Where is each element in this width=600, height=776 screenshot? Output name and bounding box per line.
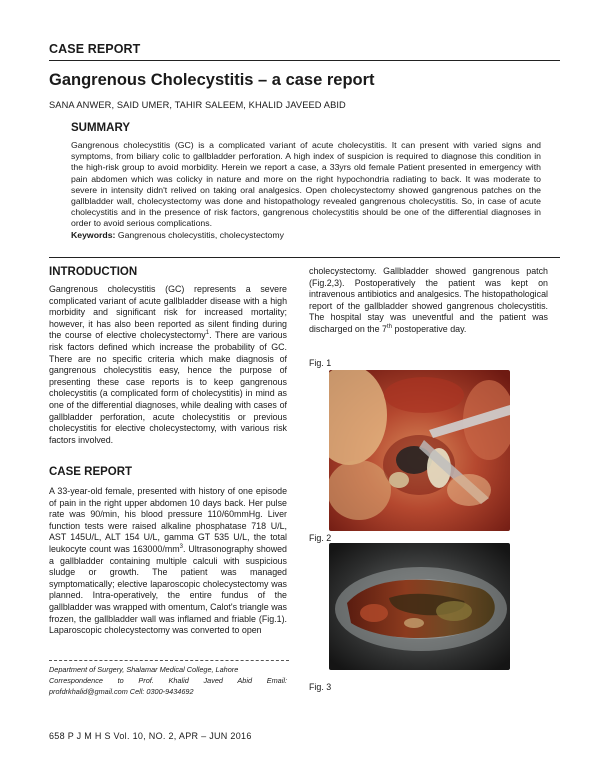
article-title: Gangrenous Cholecystitis – a case report: [49, 71, 375, 89]
fig2-label: Fig. 2: [309, 533, 332, 543]
continuation-text-b: postoperative day.: [391, 323, 467, 334]
figure-1-surgical-photo: [329, 370, 510, 531]
footnote: [49, 664, 287, 697]
case-continuation-paragraph: [309, 266, 548, 336]
keywords-text: Gangrenous cholecystitis, cholecystectomy: [117, 229, 284, 240]
superscript-th: th: [386, 324, 392, 330]
fig1-label: Fig. 1: [309, 358, 332, 368]
reference-marker: 1: [205, 330, 210, 337]
figure-2-image: [329, 543, 510, 670]
page-footer: 658 P J M H S Vol. 10, NO. 2, APR – JUN 2016: [49, 731, 252, 741]
affiliation: Department of Surgery, Shalamar Medical College, Lahore: [49, 665, 239, 674]
summary-abstract: [71, 140, 541, 241]
case-report-heading: CASE REPORT: [49, 466, 133, 478]
case-report-paragraph: [49, 486, 287, 637]
introduction-text-a: Gangrenous cholecystitis (GC) represents a severe complicated variant of acute gallbladder disease with a high morbidity and significant risk for increased mortality; however, it has also been reported as silent finding during the course of elective cholecystectomy: [49, 284, 287, 341]
introduction-text-b: . There are various risk factors defined which increase the probability of GC. There are no specific criteria which make diagnosis of gangrenous cholecystitis easy, hence the purpose of presenting these case reports is to keep gangrenous cholecystitis (a complicated form of cholecystitis) in mind as one of the differential diagnoses, while dealing with cases of gallbladder perforation, acute cholecystitis or previous cholecystitis for elective cholecystectomy, with various risk factors involved.: [49, 330, 287, 445]
section-label: CASE REPORT: [49, 42, 141, 56]
footnote-divider: [49, 660, 289, 661]
correspondence: Correspondence to Prof. Khalid Javed Abid Email: profdrkhalid@gmail.com Cell: 0300-9434692: [49, 676, 287, 696]
figure-1-image: [329, 370, 510, 531]
summary-body: Gangrenous cholecystitis (GC) is a complicated variant of acute cholecystitis. It can present with varied signs and symptoms, from biliary colic to gallbladder perforation. A high index of suspicion is required to diagnose this condition in the high-risk group to avoid morbidity. Herein we report a case, a 33yrs old female Patient presented in emergency with pain abdomen which was colicky in nature and more on the right hypochondria radiating to back. It was moderate to severe in intensity didn't relived on taking oral analgesics. Open cholecystectomy showed gangrenous patches on the gallbladder wall, cholecystectomy was done and histopathology revealed gangrenous cholecystitis. So, in case of acute cholecystitis and in the presence of risk factors, gangrenous cholecystitis should be one of the differential diagnoses in order to avoid serious complications.: [71, 140, 541, 229]
summary-rule: [49, 257, 560, 258]
case-report-text-b: . Ultrasonography showed a gallbladder containing multiple calculi with suspicious sludge or growth. The patient was managed symptomatically; elective laparoscopic cholecystectomy was planned. Intra-operatively, the entire fundus of the gallbladder was wrapped with omentum, Calot's triangle was frozen, the gallbladder wall was inflamed and friable (Fig.1). Laparoscopic cholecystectomy was converted to open: [49, 543, 287, 636]
figure-2-specimen-photo: [329, 543, 510, 670]
header-rule: [49, 60, 560, 61]
keywords-label: Keywords:: [71, 229, 116, 240]
summary-heading: SUMMARY: [71, 122, 130, 134]
case-report-text-a: A 33-year-old female, presented with history of one episode of pain in the right upper abdomen 10 days back. Her pulse rate was 90/min, his blood pressure 110/60mmHg. Liver function tests were raised alkaline phosphatase 718 U/L, AST 145U/L, ALT 154 U/L, gamma GT 535 U/L, the total leukocyte count was 163000/mm: [49, 486, 287, 554]
continuation-text-a: cholecystectomy. Gallbladder showed gangrenous patch (Fig.2,3). Postoperatively the patient was kept on intravenous antibiotics and analgesics. The histopathological report of the gallbladder showed gangrenous cholecystitis. The hospital stay was uneventful and the patient was discharged on the 7: [309, 266, 548, 334]
introduction-heading: INTRODUCTION: [49, 266, 138, 278]
fig3-label: Fig. 3: [309, 682, 332, 692]
introduction-paragraph: [49, 284, 287, 446]
author-list: SANA ANWER, SAID UMER, TAHIR SALEEM, KHALID JAVEED ABID: [49, 100, 346, 110]
superscript-3: 3: [179, 544, 183, 550]
